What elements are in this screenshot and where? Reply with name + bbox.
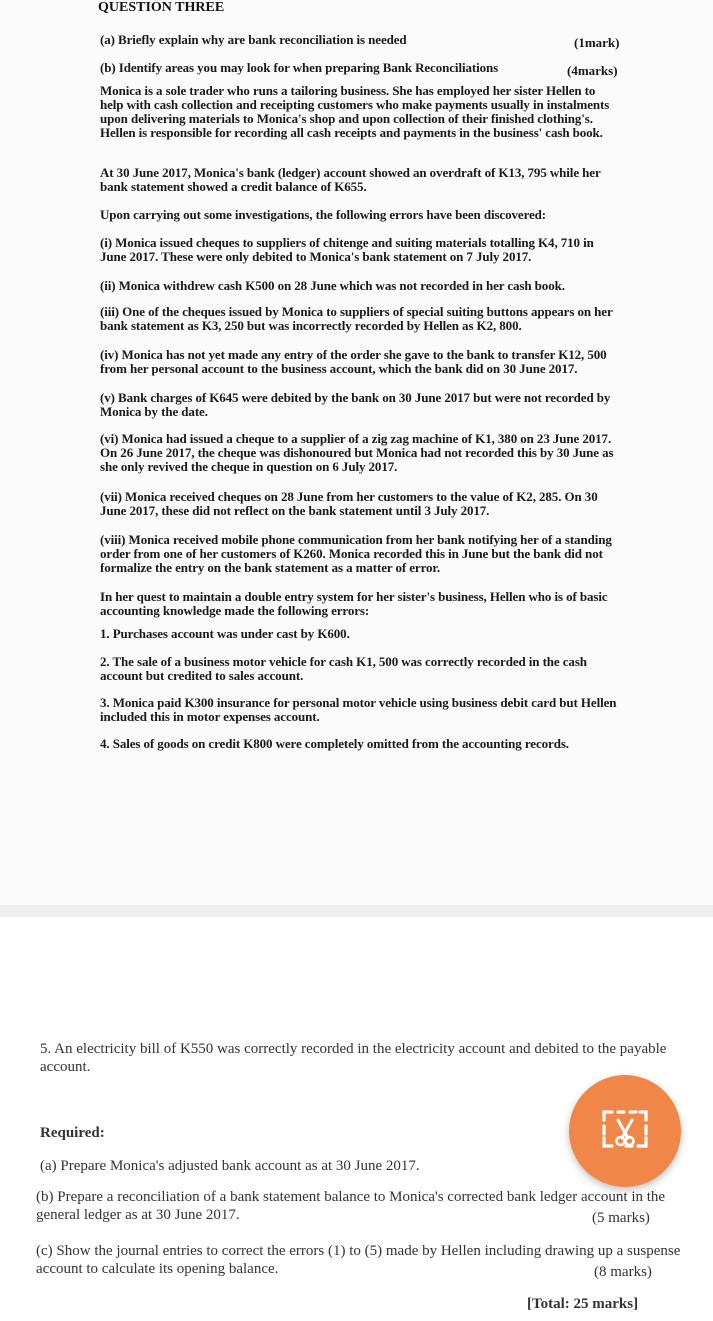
hellen-error: 2. The sale of a business motor vehicle for cash K1, 500 was correctly recorded in the cash account but credited to sales account. <box>100 654 587 683</box>
error-item: (v) Bank charges of K645 were debited by the bank on 30 June 2017 but were not recorded by Monica by the date. <box>100 390 611 419</box>
balance-paragraph: At 30 June 2017, Monica's bank (ledger) account showed an overdraft of K13, 795 while her bank statement showed a credit balance of K655. <box>100 165 601 194</box>
hellen-error: 3. Monica paid K300 insurance for personal motor vehicle using business debit card but Hellen included this in motor expenses account. <box>100 695 617 724</box>
screenshot-crop-button[interactable] <box>569 1075 681 1187</box>
total-marks: [Total: 25 marks] <box>527 1296 639 1312</box>
question-a: (a) Briefly explain why are bank reconciliation is needed <box>100 32 407 47</box>
error-item: (iii) One of the cheques issued by Monica to suppliers of special suiting buttons appears on her bank statement as K3, 250 but was incorrectly recorded by Hellen as K2, 800. <box>100 304 613 333</box>
error-item: (vii) Monica received cheques on 28 June from her customers to the value of K2, 285. On 30 June 2017, these did not reflect on the bank statement until 3 July 2017. <box>100 489 598 518</box>
question-b: (b) Identify areas you may look for when preparing Bank Reconciliations <box>100 60 499 75</box>
question-heading: QUESTION THREE <box>98 0 225 15</box>
error-item: (viii) Monica received mobile phone communication from her bank notifying her of a standing order from one of her customers of K260. Monica recorded this in June but the bank did not formalize the entry on the bank statement as a matter of error. <box>100 532 612 575</box>
required-heading: Required: <box>40 1125 105 1141</box>
error-item: (vi) Monica had issued a cheque to a supplier of a zig zag machine of K1, 380 on 23 June 2017. On 26 June 2017, the cheque was dishonoured but Monica had not recorded this by 30 June as she only revived the cheque in question on 6 July 2017. <box>100 431 614 474</box>
page-separator <box>0 905 713 917</box>
question-a-marks: (1mark) <box>574 35 620 50</box>
intro-paragraph: Monica is a sole trader who runs a tailoring business. She has employed her sister Hellen to help with cash collection and receipting customers who make payments usually in instalments upon delivering materials to Monica's shop and upon collection of their finished clothing's. Hellen is responsible for recording all cash receipts and payments in the business' cash book. <box>100 83 610 140</box>
required-c: (c) Show the journal entries to correct the errors (1) to (5) made by Hellen including drawing up a suspense account to calculate its opening balance. <box>36 1243 681 1277</box>
hellen-intro: In her quest to maintain a double entry system for her sister's business, Hellen who is of basic accounting knowledge made the following errors: <box>100 589 608 618</box>
hellen-error: 4. Sales of goods on credit K800 were completely omitted from the accounting records. <box>100 736 569 751</box>
investigation-paragraph: Upon carrying out some investigations, the following errors have been discovered: <box>100 207 547 222</box>
screenshot-crop-icon <box>600 1108 650 1155</box>
required-b: (b) Prepare a reconciliation of a bank statement balance to Monica's corrected bank ledger account in the general ledger as at 30 June 2017. <box>36 1189 666 1223</box>
error-item: (ii) Monica withdrew cash K500 on 28 June which was not recorded in her cash book. <box>100 278 565 293</box>
hellen-error: 1. Purchases account was under cast by K600. <box>100 626 350 641</box>
hellen-error-5: 5. An electricity bill of K550 was correctly recorded in the electricity account and debited to the payable account. <box>40 1041 667 1075</box>
required-b-marks: (5 marks) <box>592 1210 650 1226</box>
required-c-marks: (8 marks) <box>594 1264 652 1280</box>
error-item: (i) Monica issued cheques to suppliers of chitenge and suiting materials totalling K4, 710 in June 2017. These were only debited to Monica's bank statement on 7 July 2017. <box>100 235 594 264</box>
question-b-marks: (4marks) <box>567 63 618 78</box>
error-item: (iv) Monica has not yet made any entry of the order she gave to the bank to transfer K12, 500 from her personal account to the business account, which the bank did on 30 June 2017. <box>100 347 607 376</box>
required-a: (a) Prepare Monica's adjusted bank account as at 30 June 2017. <box>40 1158 420 1174</box>
